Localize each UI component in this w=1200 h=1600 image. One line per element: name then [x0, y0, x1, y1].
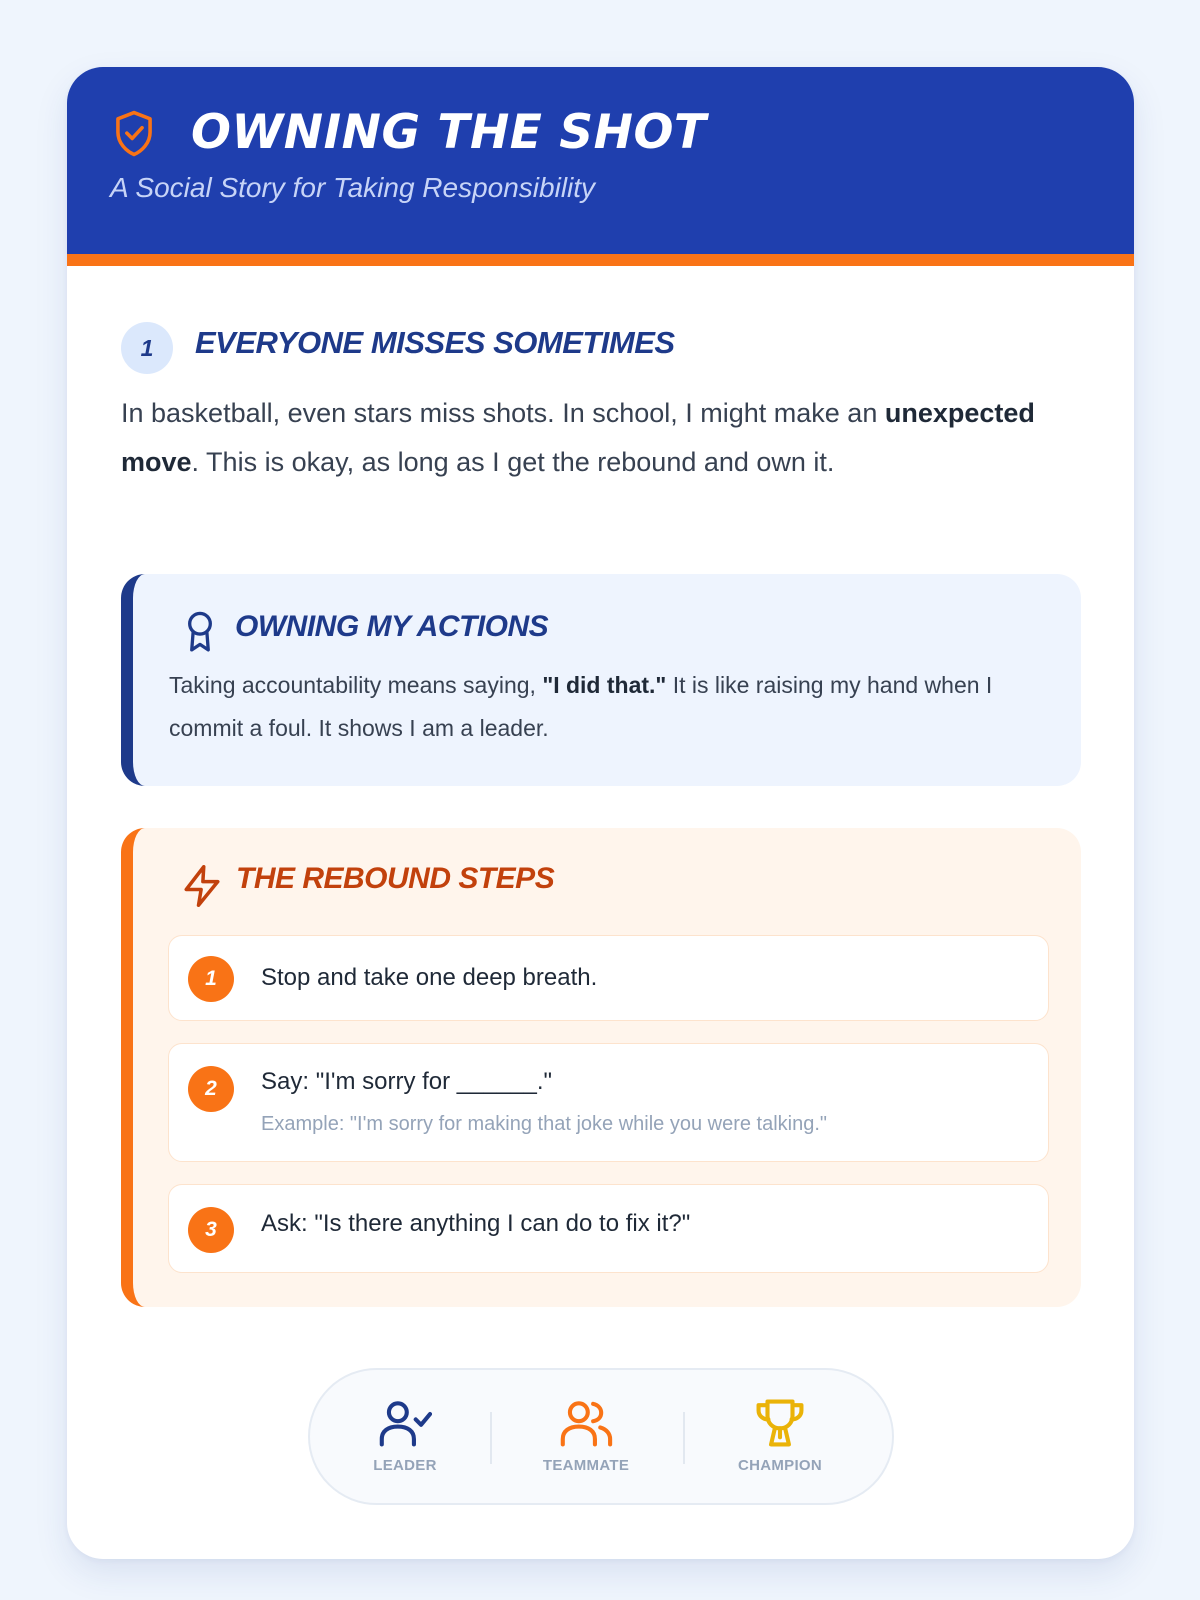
divider: [490, 1412, 492, 1464]
divider: [683, 1412, 685, 1464]
users-icon: [559, 1398, 613, 1448]
ribbon-award-icon: [183, 610, 217, 654]
rebound-steps-callout: [121, 828, 1081, 1307]
header-banner: [67, 67, 1134, 254]
header-accent-stripe: [67, 254, 1134, 266]
step-number-badge: 2: [188, 1066, 234, 1112]
trait-teammate: [511, 1370, 661, 1503]
lightning-bolt-icon: [181, 863, 223, 909]
trait-champion: [705, 1370, 855, 1503]
step-card: [168, 1043, 1049, 1162]
page-subtitle: A Social Story for Taking Responsibility: [110, 172, 596, 203]
step-card: [168, 935, 1049, 1021]
section-body: In basketball, even stars miss shots. In school, I might make an unexpected move. This is okay, as long as I get the rebound and own it.: [121, 398, 1035, 477]
traits-bar: [308, 1368, 894, 1505]
callout-heading: OWNING MY ACTIONS: [235, 610, 549, 643]
owning-actions-callout: [121, 574, 1081, 786]
step-card: [168, 1184, 1049, 1273]
steps-heading: THE REBOUND STEPS: [236, 862, 555, 895]
step-text: Say: "I'm sorry for ______.": [261, 1068, 553, 1095]
step-number-badge: 3: [188, 1207, 234, 1253]
trait-label: LEADER: [373, 1457, 437, 1474]
story-card: [67, 67, 1134, 1559]
emphasis-text: unexpected move: [121, 398, 1035, 477]
trait-leader: [330, 1370, 480, 1503]
step-example: Example: "I'm sorry for making that joke while you were talking.": [261, 1113, 828, 1135]
step-text: Stop and take one deep breath.: [261, 964, 598, 991]
section-heading: EVERYONE MISSES SOMETIMES: [195, 325, 675, 360]
step-text: Ask: "Is there anything I can do to fix it?": [261, 1210, 691, 1237]
trait-label: TEAMMATE: [542, 1457, 630, 1474]
shield-check-icon: [112, 109, 156, 159]
callout-body: Taking accountability means saying, "I did that." It is like raising my hand when I commit a foul. It shows I am a leader.: [169, 672, 993, 741]
trophy-icon: [753, 1398, 807, 1448]
emphasis-text: "I did that.": [542, 672, 667, 698]
user-check-icon: [378, 1398, 432, 1448]
trait-label: CHAMPION: [737, 1457, 823, 1474]
step-number-badge: 1: [188, 956, 234, 1002]
section-number-badge: 1: [121, 322, 173, 374]
page-title: OWNING THE SHOT: [191, 105, 707, 160]
